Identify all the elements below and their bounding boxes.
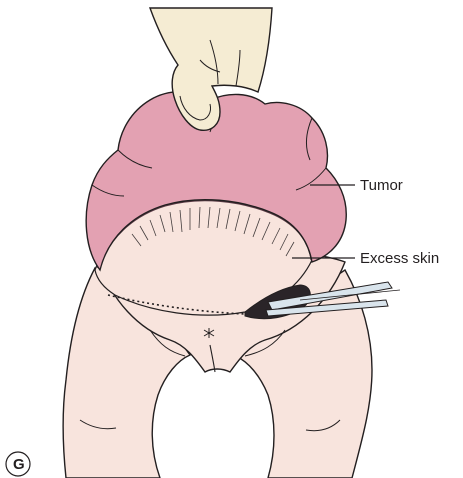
panel-letter: G [13,456,25,473]
excess-skin-label: Excess skin [360,250,440,267]
tumor-label: Tumor [360,177,403,194]
